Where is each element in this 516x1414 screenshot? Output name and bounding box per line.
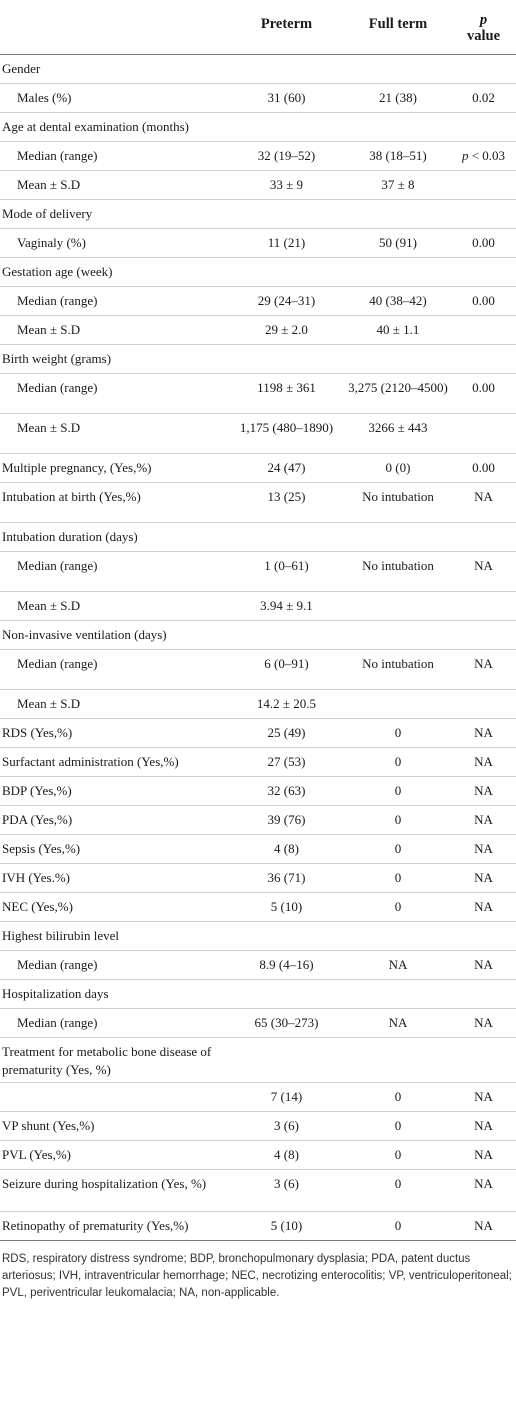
cell-p-value: 0.00	[451, 374, 516, 414]
cell-p-value: NA	[451, 650, 516, 690]
table-row	[0, 171, 516, 200]
cell-p-value: NA	[451, 864, 516, 893]
cell-p-value: NA	[451, 835, 516, 864]
cell-full-term: NA	[345, 1009, 451, 1038]
row-label: BDP (Yes,%)	[0, 777, 228, 806]
table-row	[0, 1212, 516, 1241]
row-label: Median (range)	[0, 374, 228, 414]
row-label: Treatment for metabolic bone disease of prematurity (Yes, %)	[0, 1038, 228, 1083]
cell-preterm: 33 ± 9	[228, 171, 345, 200]
cell-preterm: 65 (30–273)	[228, 1009, 345, 1038]
cell-preterm	[228, 258, 345, 287]
cell-preterm: 1198 ± 361	[228, 374, 345, 414]
table-row	[0, 552, 516, 592]
cell-preterm: 1 (0–61)	[228, 552, 345, 592]
row-label: Mean ± S.D	[0, 171, 228, 200]
table-row	[0, 777, 516, 806]
row-label: Males (%)	[0, 84, 228, 113]
table-row	[0, 316, 516, 345]
cell-preterm: 32 (63)	[228, 777, 345, 806]
cell-p-value: NA	[451, 483, 516, 523]
cell-p-value: NA	[451, 1141, 516, 1170]
row-label: Retinopathy of prematurity (Yes,%)	[0, 1212, 228, 1241]
cell-full-term: 37 ± 8	[345, 171, 451, 200]
cell-p-value	[451, 690, 516, 719]
cell-full-term	[345, 690, 451, 719]
table-row	[0, 258, 516, 287]
table-row	[0, 835, 516, 864]
row-label: Age at dental examination (months)	[0, 113, 228, 142]
row-label: Intubation at birth (Yes,%)	[0, 483, 228, 523]
cell-full-term: 3266 ± 443	[345, 414, 451, 454]
cell-p-value: NA	[451, 719, 516, 748]
cell-preterm: 3 (6)	[228, 1170, 345, 1212]
cell-p-value	[451, 171, 516, 200]
row-label	[0, 1083, 228, 1112]
table-row	[0, 621, 516, 650]
table-row	[0, 113, 516, 142]
cell-preterm: 6 (0–91)	[228, 650, 345, 690]
cell-p-value	[451, 414, 516, 454]
row-label: Vaginaly (%)	[0, 229, 228, 258]
cell-full-term: 0	[345, 1212, 451, 1241]
cell-preterm: 36 (71)	[228, 864, 345, 893]
cell-preterm: 4 (8)	[228, 835, 345, 864]
table-row	[0, 454, 516, 483]
cell-p-value	[451, 142, 516, 171]
table-row	[0, 1009, 516, 1038]
table-header-row	[0, 0, 516, 55]
cell-p-value	[451, 592, 516, 621]
cell-full-term: 0	[345, 1083, 451, 1112]
cell-preterm: 31 (60)	[228, 84, 345, 113]
cell-p-value: NA	[451, 893, 516, 922]
cell-full-term: 0 (0)	[345, 454, 451, 483]
row-label: NEC (Yes,%)	[0, 893, 228, 922]
cell-full-term: 38 (18–51)	[345, 142, 451, 171]
cell-preterm: 3 (6)	[228, 1112, 345, 1141]
cell-p-value: 0.02	[451, 84, 516, 113]
cell-full-term: 0	[345, 806, 451, 835]
cell-full-term: 0	[345, 893, 451, 922]
cell-preterm: 24 (47)	[228, 454, 345, 483]
cell-preterm	[228, 922, 345, 951]
row-label: Median (range)	[0, 287, 228, 316]
cell-p-value: 0.00	[451, 454, 516, 483]
cell-p-value: NA	[451, 748, 516, 777]
row-label: Surfactant administration (Yes,%)	[0, 748, 228, 777]
row-label: Mode of delivery	[0, 200, 228, 229]
table-row	[0, 748, 516, 777]
table-row	[0, 951, 516, 980]
p-letter: p	[461, 148, 469, 163]
row-label: IVH (Yes.%)	[0, 864, 228, 893]
cell-preterm: 1,175 (480–1890)	[228, 414, 345, 454]
cell-full-term	[345, 621, 451, 650]
table-row	[0, 287, 516, 316]
row-label: Median (range)	[0, 650, 228, 690]
cell-full-term: 50 (91)	[345, 229, 451, 258]
row-label: Intubation duration (days)	[0, 523, 228, 552]
table-row	[0, 719, 516, 748]
row-label: Median (range)	[0, 142, 228, 171]
cell-p-value: NA	[451, 1212, 516, 1241]
cell-preterm: 14.2 ± 20.5	[228, 690, 345, 719]
cell-preterm: 8.9 (4–16)	[228, 951, 345, 980]
row-label: Gestation age (week)	[0, 258, 228, 287]
cell-full-term: 0	[345, 864, 451, 893]
row-label: Gender	[0, 55, 228, 84]
cell-full-term: 0	[345, 777, 451, 806]
header-preterm: Preterm	[228, 0, 345, 55]
cell-preterm: 5 (10)	[228, 1212, 345, 1241]
cell-p-value	[451, 523, 516, 552]
cell-full-term	[345, 592, 451, 621]
cell-preterm: 32 (19–52)	[228, 142, 345, 171]
cell-p-value	[451, 55, 516, 84]
table-row	[0, 200, 516, 229]
cell-full-term: 0	[345, 1112, 451, 1141]
table-row	[0, 523, 516, 552]
header-variable	[0, 0, 228, 55]
cell-full-term: 0	[345, 1141, 451, 1170]
row-label: Birth weight (grams)	[0, 345, 228, 374]
cell-full-term: No intubation	[345, 650, 451, 690]
cell-full-term: 0	[345, 748, 451, 777]
cell-full-term	[345, 55, 451, 84]
cell-preterm	[228, 1038, 345, 1083]
cell-p-value	[451, 258, 516, 287]
cell-preterm	[228, 113, 345, 142]
table-row	[0, 922, 516, 951]
table-row	[0, 864, 516, 893]
cell-preterm: 13 (25)	[228, 483, 345, 523]
table-row	[0, 84, 516, 113]
cell-full-term	[345, 345, 451, 374]
cell-full-term: 21 (38)	[345, 84, 451, 113]
cell-full-term	[345, 523, 451, 552]
cell-full-term: No intubation	[345, 552, 451, 592]
row-label: VP shunt (Yes,%)	[0, 1112, 228, 1141]
cell-preterm: 39 (76)	[228, 806, 345, 835]
cell-full-term: 0	[345, 835, 451, 864]
row-label: Multiple pregnancy, (Yes,%)	[0, 454, 228, 483]
cell-preterm: 25 (49)	[228, 719, 345, 748]
row-label: PDA (Yes,%)	[0, 806, 228, 835]
cell-full-term: 40 ± 1.1	[345, 316, 451, 345]
table-row	[0, 142, 516, 171]
cell-full-term	[345, 200, 451, 229]
cell-full-term: 40 (38–42)	[345, 287, 451, 316]
cell-p-value: 0.00	[451, 229, 516, 258]
cell-full-term: 0	[345, 719, 451, 748]
table-row	[0, 229, 516, 258]
table-row	[0, 980, 516, 1009]
row-label: Mean ± S.D	[0, 414, 228, 454]
row-label: Median (range)	[0, 1009, 228, 1038]
cell-preterm: 29 (24–31)	[228, 287, 345, 316]
cell-p-value	[451, 1038, 516, 1083]
cell-p-value: NA	[451, 1083, 516, 1112]
cell-p-value: NA	[451, 1170, 516, 1212]
header-full-term: Full term	[345, 0, 451, 55]
cell-full-term	[345, 922, 451, 951]
row-label: PVL (Yes,%)	[0, 1141, 228, 1170]
cell-full-term: No intubation	[345, 483, 451, 523]
row-label: Non-invasive ventilation (days)	[0, 621, 228, 650]
cell-p-value: NA	[451, 806, 516, 835]
cell-preterm	[228, 55, 345, 84]
table-row	[0, 893, 516, 922]
cell-preterm	[228, 523, 345, 552]
cell-p-value: NA	[451, 951, 516, 980]
row-label: Seizure during hospitalization (Yes, %)	[0, 1170, 228, 1212]
header-value-word: value	[466, 28, 501, 44]
cell-preterm	[228, 345, 345, 374]
cell-full-term	[345, 113, 451, 142]
cell-preterm: 27 (53)	[228, 748, 345, 777]
table-row	[0, 1038, 516, 1083]
table-row	[0, 483, 516, 523]
cell-p-value: NA	[451, 552, 516, 592]
cell-p-value: NA	[451, 1112, 516, 1141]
row-label: Highest bilirubin level	[0, 922, 228, 951]
table-row	[0, 55, 516, 84]
cell-p-value	[451, 113, 516, 142]
row-label: RDS (Yes,%)	[0, 719, 228, 748]
cell-full-term: 3,275 (2120–4500)	[345, 374, 451, 414]
row-label: Mean ± S.D	[0, 316, 228, 345]
table-row	[0, 1112, 516, 1141]
cell-p-value	[451, 316, 516, 345]
cell-preterm: 11 (21)	[228, 229, 345, 258]
cell-p-value: NA	[451, 777, 516, 806]
cell-p-value	[451, 922, 516, 951]
cell-p-value	[451, 200, 516, 229]
table-row	[0, 592, 516, 621]
cell-p-value: NA	[451, 1009, 516, 1038]
table-row	[0, 1170, 516, 1212]
cell-full-term	[345, 258, 451, 287]
table-row	[0, 1141, 516, 1170]
table-row	[0, 650, 516, 690]
table-row	[0, 374, 516, 414]
cell-preterm	[228, 980, 345, 1009]
table-body	[0, 55, 516, 1241]
header-p-letter: p	[479, 12, 488, 28]
cell-full-term: 0	[345, 1170, 451, 1212]
header-p-value	[451, 0, 516, 55]
table-row	[0, 806, 516, 835]
table-row	[0, 414, 516, 454]
cell-preterm: 4 (8)	[228, 1141, 345, 1170]
cell-p-value: 0.00	[451, 287, 516, 316]
cell-p-value	[451, 621, 516, 650]
table-row	[0, 690, 516, 719]
cell-preterm	[228, 200, 345, 229]
row-label: Hospitalization days	[0, 980, 228, 1009]
cell-p-value	[451, 345, 516, 374]
table-row	[0, 345, 516, 374]
table-row	[0, 1083, 516, 1112]
cell-preterm: 29 ± 2.0	[228, 316, 345, 345]
row-label: Sepsis (Yes,%)	[0, 835, 228, 864]
cell-preterm	[228, 621, 345, 650]
row-label: Mean ± S.D	[0, 592, 228, 621]
p-comparison: < 0.03	[468, 148, 506, 163]
cell-preterm: 3.94 ± 9.1	[228, 592, 345, 621]
cell-preterm: 5 (10)	[228, 893, 345, 922]
cell-full-term: NA	[345, 951, 451, 980]
cell-preterm: 7 (14)	[228, 1083, 345, 1112]
row-label: Mean ± S.D	[0, 690, 228, 719]
cell-full-term	[345, 1038, 451, 1083]
cell-full-term	[345, 980, 451, 1009]
row-label: Median (range)	[0, 951, 228, 980]
table-footnote: RDS, respiratory distress syndrome; BDP, bronchopulmonary dysplasia; PDA, patent ductus arteriosus; IVH, intraventricular hemorrhage; NEC, necrotizing enterocolitis; VP, ventriculoperitoneal; PVL, periventricular leukomalacia; NA, non-applicable.	[2, 1253, 512, 1299]
row-label: Median (range)	[0, 552, 228, 592]
cell-p-value	[451, 980, 516, 1009]
